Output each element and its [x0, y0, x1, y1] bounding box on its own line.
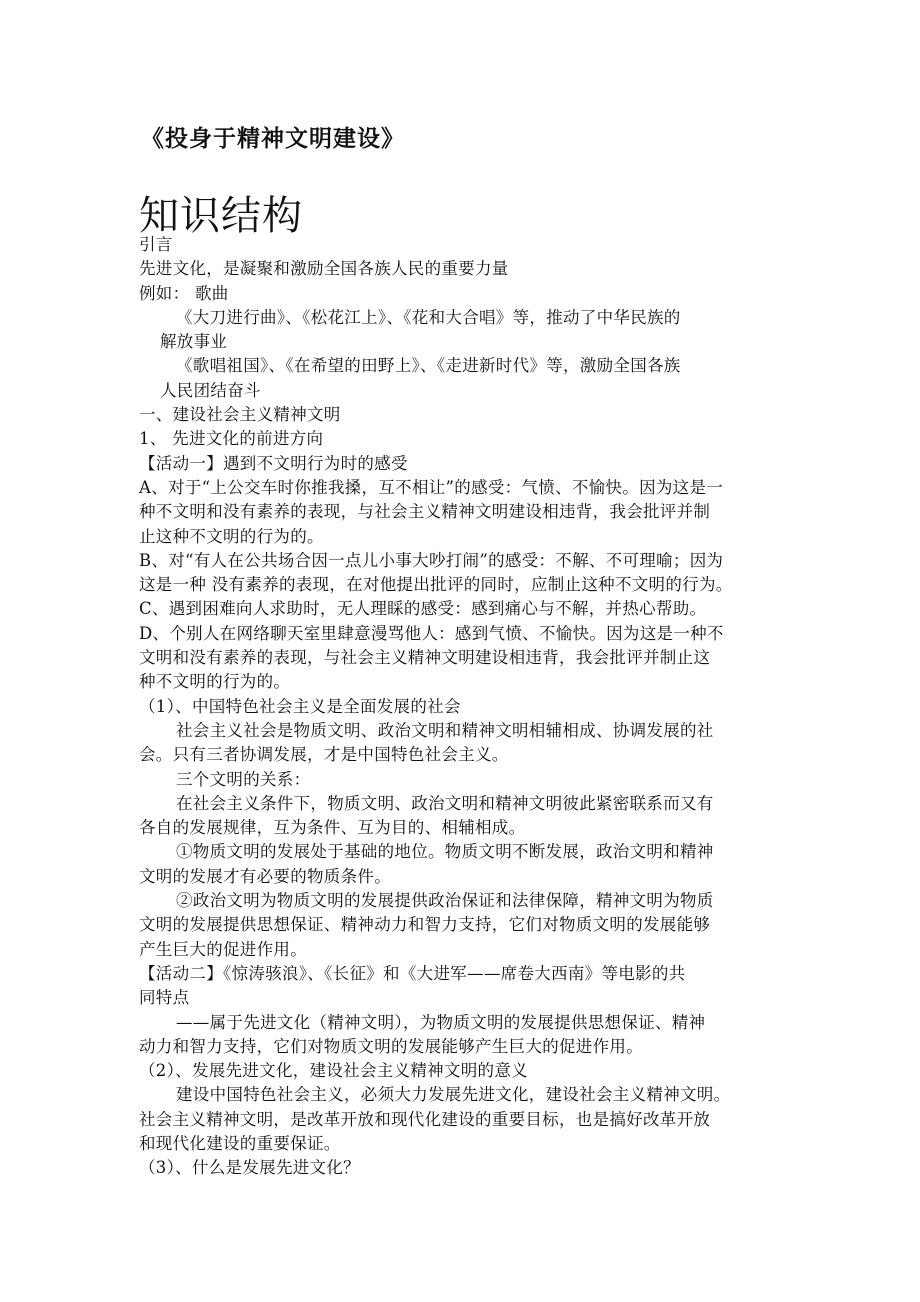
- text-line: 这是一种 没有素养的表现，在对他提出批评的同时，应制止这种不文明的行为。: [139, 575, 733, 595]
- text-line: 文明和没有素养的表现，与社会主义精神文明建设相违背，我会批评并制止这: [139, 648, 711, 668]
- text-line: 1、 先进文化的前进方向: [139, 429, 324, 449]
- text-line: 种不文明和没有素养的表现，与社会主义精神文明建设相违背，我会批评并制: [139, 502, 711, 522]
- text-line: 解放事业: [160, 332, 228, 352]
- text-line: 会。只有三者协调发展，才是中国特色社会主义。: [139, 745, 509, 765]
- text-line: 社会主义社会是物质文明、政治文明和精神文明相辅相成、协调发展的社: [176, 720, 714, 740]
- text-line: 产生巨大的促进作用。: [139, 939, 307, 959]
- text-line: ①物质文明的发展处于基础的地位。物质文明不断发展，政治文明和精神: [176, 842, 714, 862]
- text-line: 引言: [139, 235, 173, 254]
- text-line: D、个别人在网络聊天室里肆意漫骂他人：感到气愤、不愉快。因为这是一种不: [139, 623, 724, 643]
- text-line: 动力和智力支持，它们对物质文明的发展能够产生巨大的促进作用。: [139, 1036, 643, 1056]
- text-line: 文明的发展提供思想保证、精神动力和智力支持，它们对物质文明的发展能够: [139, 915, 711, 935]
- text-line: 【活动二】《惊涛骇浪》、《长征》和《大进军——席卷大西南》等电影的共: [139, 963, 686, 983]
- text-line: 同特点: [139, 988, 190, 1008]
- text-line: 止这种不文明的行为的。: [139, 526, 324, 546]
- text-line: 在社会主义条件下，物质文明、政治文明和精神文明彼此紧密联系而又有: [176, 793, 714, 813]
- text-line: B、对“有人在公共场合因一点儿小事大吵打闹”的感受：不解、不可理喻；因为: [139, 550, 724, 570]
- text-line: ——属于先进文化（精神文明），为物质文明的发展提供思想保证、精神: [176, 1012, 706, 1032]
- section-heading: 知识结构: [139, 193, 303, 239]
- text-line: 【活动一】遇到不文明行为时的感受: [139, 453, 408, 473]
- text-line: 三个文明的关系：: [176, 769, 311, 789]
- text-line: 《歌唱祖国》、《在希望的田野上》、《走进新时代》等，激励全国各族: [176, 356, 681, 376]
- text-line: 人民团结奋斗: [160, 380, 261, 400]
- text-line: 和现代化建设的重要保证。: [139, 1133, 341, 1153]
- text-line: A、对于“上公交车时你推我搡，互不相让”的感受：气愤、不愉快。因为这是一: [139, 477, 724, 497]
- text-line: （3）、什么是发展先进文化？: [139, 1158, 360, 1178]
- text-line: 例如： 歌曲: [139, 283, 229, 303]
- body-text: [139, 233, 787, 1181]
- text-line: （1）、中国特色社会主义是全面发展的社会: [139, 696, 461, 716]
- text-line: 社会主义精神文明，是改革开放和现代化建设的重要目标，也是搞好改革开放: [139, 1109, 711, 1129]
- text-line: C、遇到困难向人求助时，无人理睬的感受：感到痛心与不解，并热心帮助。: [139, 599, 707, 619]
- text-line: （2）、发展先进文化，建设社会主义精神文明的意义: [139, 1061, 528, 1081]
- document-title: 《投身于精神文明建设》: [141, 125, 405, 152]
- text-line: 文明的发展才有必要的物质条件。: [139, 866, 391, 886]
- text-line: ②政治文明为物质文明的发展提供政治保证和法律保障，精神文明为物质: [176, 891, 714, 911]
- text-line: 各自的发展规律，互为条件、互为目的、相辅相成。: [139, 818, 526, 838]
- text-line: 一、建设社会主义精神文明: [139, 405, 341, 425]
- text-line: 建设中国特色社会主义，必须大力发展先进文化，建设社会主义精神文明。: [176, 1085, 731, 1105]
- text-line: 《大刀进行曲》、《松花江上》、《花和大合唱》等，推动了中华民族的: [176, 307, 681, 327]
- text-line: 先进文化，是凝聚和激励全国各族人民的重要力量: [139, 259, 509, 279]
- text-line: 种不文明的行为的。: [139, 672, 291, 692]
